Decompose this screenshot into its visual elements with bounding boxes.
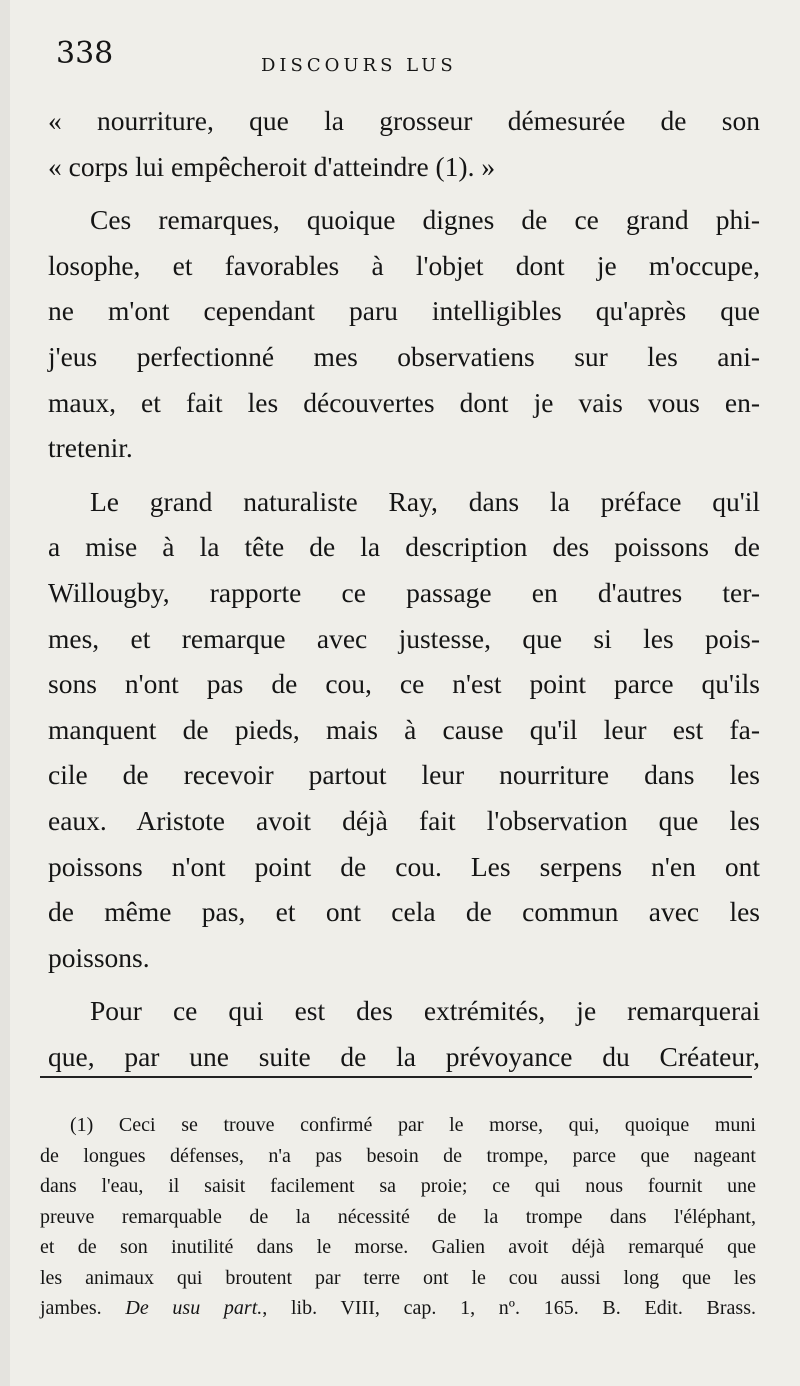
text-line: manquent de pieds, mais à cause qu'il leur est fa- [48,713,760,745]
text-line: tretenir. [48,432,133,464]
paragraph [48,988,760,1079]
paragraph [48,197,760,471]
running-head: DISCOURS LUS [261,55,457,76]
text-line: que, par une suite de la prévoyance du Créateur, [48,1040,760,1072]
text-line: Willougby, rapporte ce passage en d'autres ter- [48,576,760,608]
text-line: eaux. Aristote avoit déjà fait l'observation que les [48,804,760,836]
text-line: de même pas, et ont cela de commun avec les [48,896,760,928]
footnote-text: jambes. [40,1297,126,1319]
paragraph [48,98,760,189]
footnote-line: les animaux qui broutent par terre ont le cou aussi long que les [40,1266,756,1289]
footnote-line: dans l'eau, il saisit facilement sa proie; ce qui nous fournit une [40,1175,756,1197]
footnote-line: de longues défenses, n'a pas besoin de trompe, parce que nageant [40,1144,756,1167]
footnote-citation-title: De usu part. [125,1297,263,1319]
footnote-line: (1) Ceci se trouve confirmé par le morse, qui, quoique muni [70,1114,756,1136]
text-line: mes, et remarque avec justesse, que si les pois- [48,622,760,654]
footnote-line: et de son inutilité dans le morse. Galien avoit déjà remarqué que [40,1236,756,1258]
page-edge [0,0,10,1386]
footnote [40,1110,756,1324]
footnote-rule [40,1076,752,1078]
text-line: ne m'ont cependant paru intelligibles qu'après que [48,295,760,327]
text-line: Le grand naturaliste Ray, dans la préface qu'il [90,485,760,517]
body-text [48,98,760,1087]
text-line: maux, et fait les découvertes dont je vais vous en- [48,386,760,418]
text-line: poissons. [48,941,150,973]
text-line: « nourriture, que la grosseur démesurée de son [48,105,760,136]
page-number: 338 [56,36,114,71]
text-line: Ces remarques, quoique dignes de ce grand phi- [90,204,760,236]
text-line: sons n'ont pas de cou, ce n'est point parce qu'ils [48,668,760,700]
paragraph [48,479,760,981]
text-line: « corps lui empêcheroit d'atteindre (1). » [48,150,496,182]
text-line: Pour ce qui est des extrémités, je remarquerai [90,995,760,1027]
footnote-line [40,1293,756,1324]
page-header [56,34,766,86]
footnote-line: preuve remarquable de la nécessité de la trompe dans l'éléphant, [40,1205,756,1228]
text-line: j'eus perfectionné mes observatiens sur les ani- [48,340,760,372]
text-line: cile de recevoir partout leur nourriture dans les [48,759,760,791]
text-line: poissons n'ont point de cou. Les serpens n'en ont [48,850,760,882]
text-line: losophe, et favorables à l'objet dont je m'occupe, [48,249,760,281]
text-line: a mise à la tête de la description des poissons de [48,531,760,563]
footnote-text: , lib. VIII, cap. 1, nº. 165. B. Edit. Brass. [262,1297,756,1319]
